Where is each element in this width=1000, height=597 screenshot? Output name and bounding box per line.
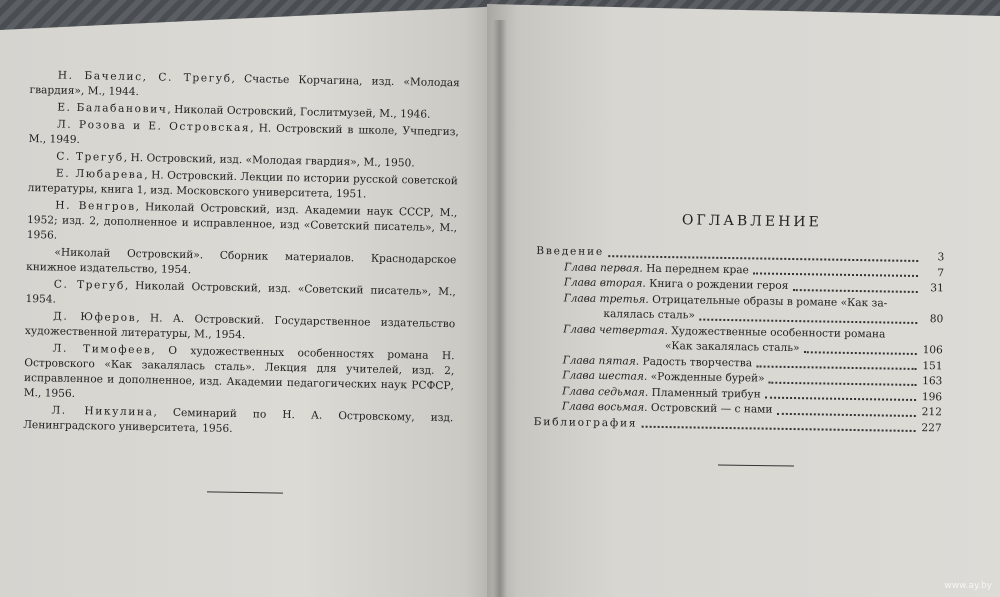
bibliography-text: , О художественных особенностях романа Н. Островского «Как закалялась сталь». Лекция для учителей, изд. 2, исправленное и дополненное, изд. Академии педагогических наук РСФСР, М., 1956. <box>23 344 455 400</box>
toc-dot-leader <box>792 289 917 293</box>
bibliography-author: С. Трегуб <box>56 150 124 164</box>
bibliography-author: С. Трегуб <box>53 278 126 292</box>
toc-chapter-number: Глава третья. <box>563 291 649 306</box>
toc-dot-leader <box>756 365 917 370</box>
toc-page-number: 212 <box>921 406 942 419</box>
bibliography-list <box>23 68 460 443</box>
bibliography-author: Е. Любарева <box>55 167 145 182</box>
toc-title: ОГЛАВЛЕНИЕ <box>681 212 822 231</box>
toc-chapter-title: Введение <box>536 244 605 259</box>
toc-page-number: 151 <box>922 359 943 372</box>
table-of-contents <box>534 210 947 436</box>
toc-page-number: 80 <box>929 313 944 326</box>
toc-entry-label <box>603 307 695 324</box>
toc-chapter-title: Художественные особенности романа <box>667 324 886 340</box>
toc-chapter-number: Глава шестая. <box>562 369 648 383</box>
bibliography-text: , Н. А. Островский. Государственное издательство художественной литературы, М., 1954. <box>24 312 456 342</box>
toc-page-number: 196 <box>921 390 943 403</box>
toc-chapter-number: Глава первая. <box>564 260 643 275</box>
toc-chapter-number: Глава восьмая. <box>561 400 648 414</box>
toc-dot-leader <box>776 412 915 416</box>
toc-page-number: 7 <box>937 266 945 279</box>
toc-page-number: 163 <box>922 375 943 388</box>
bibliography-text: «Николай Островский». Сборник материалов. Краснодарское книжное издательство, 1954. <box>26 246 457 277</box>
toc-page-number: 227 <box>921 421 942 434</box>
toc-page-number: 31 <box>930 282 944 295</box>
bibliography-author: Л. Розова и Е. Островская <box>56 118 251 135</box>
bibliography-text: , Н. Островский, изд. «Молодая гвардия», М., 1950. <box>123 151 415 170</box>
bibliography-author: Е. Балабанович <box>57 101 168 116</box>
toc-entry-label <box>534 414 638 431</box>
bibliography-text: , Николай Островский, Гослитмузей, М., 1946. <box>167 103 431 121</box>
toc-page-number: 106 <box>922 344 943 357</box>
toc-rows <box>534 244 947 436</box>
toc-dot-leader <box>753 272 918 277</box>
toc-chapter-title: Радость творчества <box>639 355 753 369</box>
bibliography-text: , Н. Островский в школе, Учпедгиз, М., 1949. <box>28 122 459 146</box>
toc-chapter-title: калялась сталь» <box>603 308 696 322</box>
toc-chapter-title: Книга о рождении героя <box>645 277 789 292</box>
bibliography-text: , Семинарий по Н. А. Островскому, изд. Ленинградского университета, 1956. <box>23 406 454 435</box>
bibliography-text: , Николай Островский, изд. Академии наук СССР, М., 1952; изд. 2, дополненное и исправленное, изд «Советский писатель», М., 1956. <box>26 201 458 242</box>
bibliography-text: , Николай Островский, изд. «Советский писатель», М., 1954. <box>25 279 456 306</box>
toc-chapter-title: Отрицательные образы в романе «Как за- <box>648 293 888 310</box>
bibliography-author: Л. Никулина <box>51 404 154 419</box>
bibliography-entry <box>27 198 458 251</box>
watermark: www.ay.by <box>944 581 992 591</box>
bibliography-entry <box>24 341 455 409</box>
toc-chapter-number: Глава вторая. <box>563 276 646 290</box>
toc-chapter-title: На переднем крае <box>642 262 749 276</box>
toc-dot-leader <box>769 381 917 385</box>
bibliography-text: , Счастье Корчагина, изд. «Молодая гвардия», М., 1944. <box>29 72 460 99</box>
toc-chapter-number: Глава пятая. <box>562 353 640 368</box>
toc-dot-leader <box>699 318 917 323</box>
book-spine <box>493 20 507 597</box>
toc-chapter-number: Глава седьмая. <box>562 384 649 399</box>
toc-chapter-title: Библиография <box>533 415 638 430</box>
toc-page-number: 3 <box>937 251 945 264</box>
toc-dot-leader <box>803 351 916 355</box>
bibliography-author: Д. Юферов <box>53 310 137 325</box>
toc-dot-leader <box>641 426 915 432</box>
toc-entry-label <box>536 244 604 261</box>
toc-chapter-title: «Как закалялась сталь» <box>664 340 800 355</box>
toc-chapter-number: Глава четвертая. <box>563 322 669 337</box>
bibliography-author: Н. Венгров <box>55 199 136 214</box>
toc-chapter-title: Пламенный трибун <box>648 386 761 401</box>
toc-chapter-title: «Рожденные бурей» <box>647 370 765 385</box>
bibliography-text: , Н. Островский. Лекции по истории русской советской литературы, книга 1, изд. Московского университета, 1951. <box>27 169 459 201</box>
toc-dot-leader <box>765 397 916 401</box>
bibliography-author: Н. Бачелис, С. Трегуб <box>57 69 232 85</box>
bibliography-author: Л. Тимофеев <box>52 342 152 357</box>
bibliography-entry <box>23 403 453 441</box>
toc-chapter-title: Островский — с нами <box>647 401 773 416</box>
